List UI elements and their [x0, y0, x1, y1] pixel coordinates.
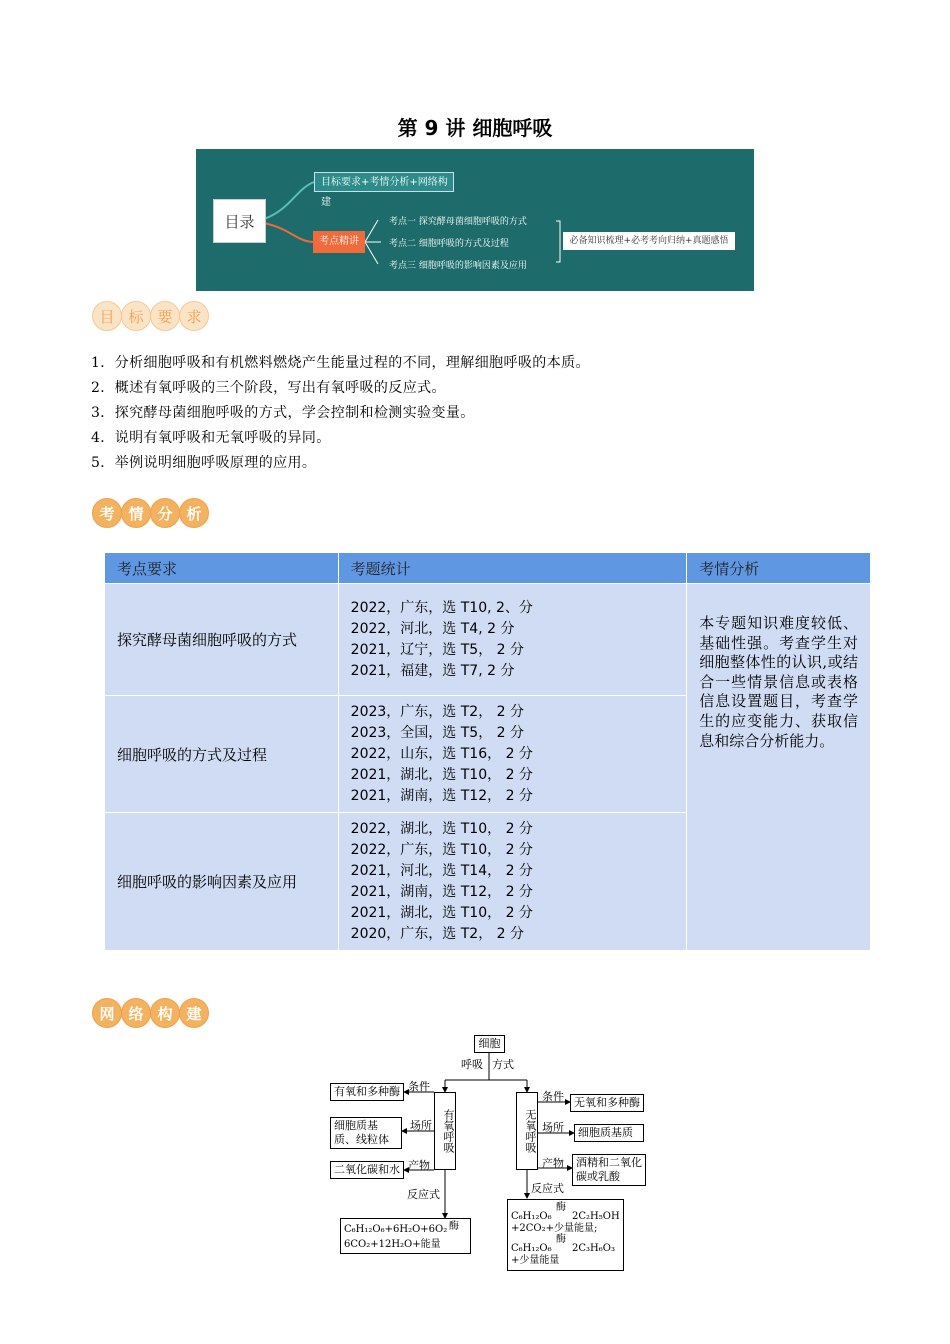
- anaerobic-box: 无氧呼吸: [516, 1092, 538, 1170]
- badge-char: 目: [92, 301, 122, 331]
- stat-line: 2022，河北，选 T4, 2 分: [350, 620, 515, 637]
- table-header: 考点要求: [105, 553, 339, 584]
- table-header: 考情分析: [687, 553, 871, 584]
- aerobic-equation-box: [340, 1218, 471, 1254]
- badge-char: 标: [121, 301, 151, 331]
- stat-line: 2021，湖南，选 T12， 2 分: [350, 883, 533, 900]
- aerobic-condition: 有氧和多种酶: [330, 1083, 404, 1101]
- badge-char: 络: [121, 998, 151, 1028]
- anaerobic-enzyme: 酶: [556, 1202, 566, 1213]
- aerobic-equation-label: 反应式: [407, 1188, 440, 1201]
- table-header: 考题统计: [338, 553, 687, 584]
- anaerobic-product-label: 产物: [542, 1157, 564, 1170]
- toc-top-item: 目标要求+考情分析+网络构建: [314, 172, 454, 192]
- anaerobic-eq1-rest: +2CO₂+少量能量;: [511, 1223, 598, 1234]
- anaerobic-equation-box: [507, 1199, 624, 1271]
- anaerobic-equation-label: 反应式: [531, 1182, 564, 1195]
- aerobic-box: 有氧呼吸: [434, 1092, 456, 1170]
- badge-char: 考: [92, 498, 122, 528]
- badge-char: 网: [92, 998, 122, 1028]
- goal-item: 5．举例说明细胞呼吸原理的应用。: [91, 455, 317, 471]
- goal-item: 1．分析细胞呼吸和有机燃料燃烧产生能量过程的不同，理解细胞呼吸的本质。: [91, 355, 590, 371]
- topic-cell: 探究酵母菌细胞呼吸的方式: [105, 584, 339, 696]
- stat-line: 2021，湖北，选 T10， 2 分: [350, 766, 533, 783]
- anaerobic-eq2-rest: +少量能量: [511, 1255, 560, 1266]
- root-box: 细胞: [474, 1035, 505, 1053]
- anaerobic-eq2-product: 2C₃H₆O₃: [572, 1243, 615, 1254]
- toc-item-3: 考点三 细胞呼吸的影响因素及应用: [389, 261, 527, 271]
- toc-item-2: 考点二 细胞呼吸的方式及过程: [389, 239, 509, 249]
- toc-main-box: 目录: [213, 199, 266, 243]
- toc-right-box: 必备知识梳理+必考考向归纳+真题感悟: [563, 232, 735, 250]
- anaerobic-eq1-product: 2C₂H₅OH: [572, 1211, 620, 1222]
- aerobic-enzyme: 酶: [449, 1221, 459, 1232]
- goal-item: 4．说明有氧呼吸和无氧呼吸的异同。: [91, 430, 331, 446]
- aerobic-eq-products: 6CO₂+12H₂O+能量: [344, 1239, 441, 1250]
- goal-item: 2．概述有氧呼吸的三个阶段，写出有氧呼吸的反应式。: [91, 380, 446, 396]
- badge-char: 建: [179, 998, 209, 1028]
- analysis-text: 本专题知识难度较低、基础性强。考查学生对细胞整体性的认识,或结合一些情景信息或表格信息设置题目，考查学生的应变能力、获取信息和综合分析能力。: [699, 614, 858, 750]
- topic-cell: 细胞呼吸的影响因素及应用: [105, 813, 339, 951]
- toc-item-1: 考点一 探究酵母菌细胞呼吸的方式: [389, 217, 527, 227]
- goal-item: 3．探究酵母菌细胞呼吸的方式，学会控制和检测实验变量。: [91, 405, 475, 421]
- anaerobic-eq2-reactant: C₆H₁₂O₆: [511, 1243, 552, 1254]
- stat-line: 2020，广东，选 T2， 2 分: [350, 925, 525, 942]
- stat-line: 2022，山东，选 T16， 2 分: [350, 745, 533, 762]
- root-label-left: 呼吸: [461, 1058, 483, 1071]
- anaerobic-product: 酒精和二氧化碳或乳酸: [572, 1154, 646, 1186]
- anaerobic-condition-label: 条件: [542, 1090, 564, 1103]
- toc-key-item: 考点精讲: [313, 231, 365, 253]
- stat-line: 2021，湖南，选 T12， 2 分: [350, 787, 533, 804]
- aerobic-product-label: 产物: [408, 1159, 430, 1172]
- aerobic-eq-reactants: C₆H₁₂O₆+6H₂O+6O₂: [344, 1224, 448, 1235]
- badge-char: 析: [179, 498, 209, 528]
- stat-line: 2023，全国，选 T5， 2 分: [350, 724, 525, 741]
- page-title: 第 9 讲 细胞呼吸: [397, 116, 553, 140]
- anaerobic-condition: 无氧和多种酶: [570, 1094, 644, 1112]
- stat-line: 2022，广东，选 T10， 2 分: [350, 841, 533, 858]
- anaerobic-eq1-reactant: C₆H₁₂O₆: [511, 1211, 552, 1222]
- aerobic-condition-label: 条件: [408, 1080, 430, 1093]
- badge-char: 情: [121, 498, 151, 528]
- anaerobic-site: 细胞质基质: [574, 1124, 644, 1142]
- aerobic-site: 细胞质基质、线粒体: [330, 1117, 402, 1149]
- stat-line: 2021，福建，选 T7, 2 分: [350, 662, 515, 679]
- badge-char: 构: [150, 998, 180, 1028]
- badge-char: 求: [179, 301, 209, 331]
- root-label-right: 方式: [492, 1058, 514, 1071]
- anaerobic-site-label: 场所: [542, 1121, 564, 1134]
- badge-char: 分: [150, 498, 180, 528]
- stat-line: 2021，河北，选 T14， 2 分: [350, 862, 533, 879]
- anaerobic-enzyme: 酶: [556, 1234, 566, 1245]
- stat-line: 2021，辽宁，选 T5， 2 分: [350, 641, 525, 658]
- stat-line: 2022，广东，选 T10, 2、分: [350, 599, 533, 616]
- aerobic-product: 二氧化碳和水: [330, 1161, 404, 1179]
- badge-char: 要: [150, 301, 180, 331]
- stat-line: 2022，湖北，选 T10， 2 分: [350, 820, 533, 837]
- topic-cell: 细胞呼吸的方式及过程: [105, 696, 339, 813]
- stat-line: 2023，广东，选 T2， 2 分: [350, 703, 525, 720]
- stat-line: 2021，湖北，选 T10， 2 分: [350, 904, 533, 921]
- aerobic-site-label: 场所: [410, 1119, 432, 1132]
